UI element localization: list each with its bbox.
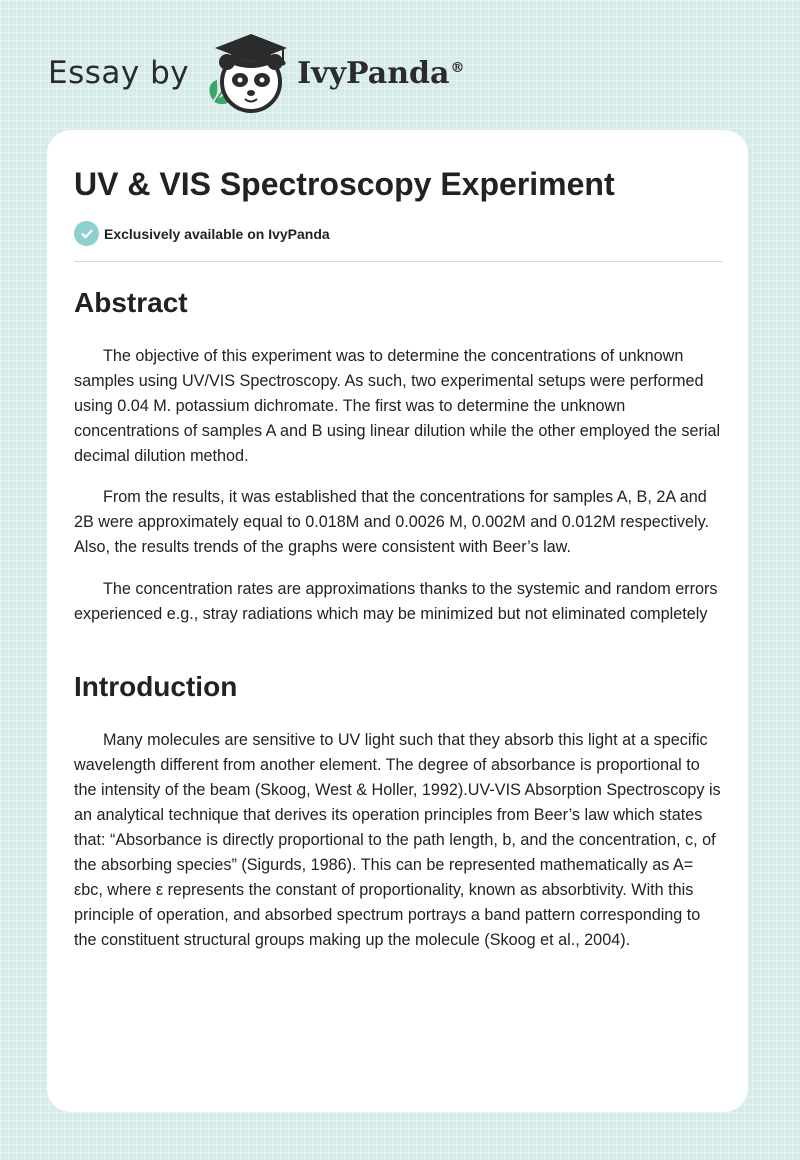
essay-card	[47, 130, 748, 1112]
exclusive-badge	[74, 221, 330, 246]
check-icon	[74, 221, 99, 246]
panda-logo-icon[interactable]	[203, 30, 295, 116]
introduction-paragraph: Many molecules are sensitive to UV light such that they absorb this light at a specific wavelength different from another element. The degree of absorbance is proportional to the intensity of the beam (Skoog, West & Holler, 1992).UV-VIS Absorption Spectroscopy is an analytical technique that derives its operation principles from Beer’s law which states that: “Absorbance is directly proportional to the path length, b, and the concentration, c, of the absorbing species” (Sigurds, 1986). This can be represented mathematically as A= εbc, where ε represents the constant of proportionality, known as absorbtivity. With this principle of operation, and absorbed spectrum portrays a band pattern corresponding to the constituent structural groups making up the molecule (Skoog et al., 2004).	[74, 731, 721, 949]
essay-by-label: Essay by	[48, 55, 190, 91]
page-title: UV & VIS Spectroscopy Experiment	[74, 166, 615, 202]
brand-name[interactable]: IvyPanda®	[297, 55, 465, 91]
site-header	[48, 30, 464, 116]
abstract-paragraph: The concentration rates are approximations thanks to the systemic and random errors experienced e.g., stray radiations which may be minimized but not eliminated completely	[74, 580, 718, 623]
section-heading-introduction: Introduction	[74, 671, 238, 702]
abstract-paragraph: The objective of this experiment was to determine the concentrations of unknown samples using UV/VIS Spectroscopy. As such, two experimental setups were performed using 0.04 M. potassium dichromate. The first was to determine the unknown concentrations of samples A and B using linear dilution while the other employed the serial decimal dilution method.	[74, 347, 721, 465]
section-heading-abstract: Abstract	[74, 287, 188, 318]
abstract-paragraph: From the results, it was established that the concentrations for samples A, B, 2A and 2B were approximately equal to 0.018M and 0.0026 M, 0.002M and 0.012M respectively. Also, the results trends of the graphs were consistent with Beer’s law.	[74, 488, 709, 556]
badge-label: Exclusively available on IvyPanda	[104, 225, 330, 242]
registered-mark: ®	[450, 59, 465, 76]
divider	[74, 261, 723, 262]
